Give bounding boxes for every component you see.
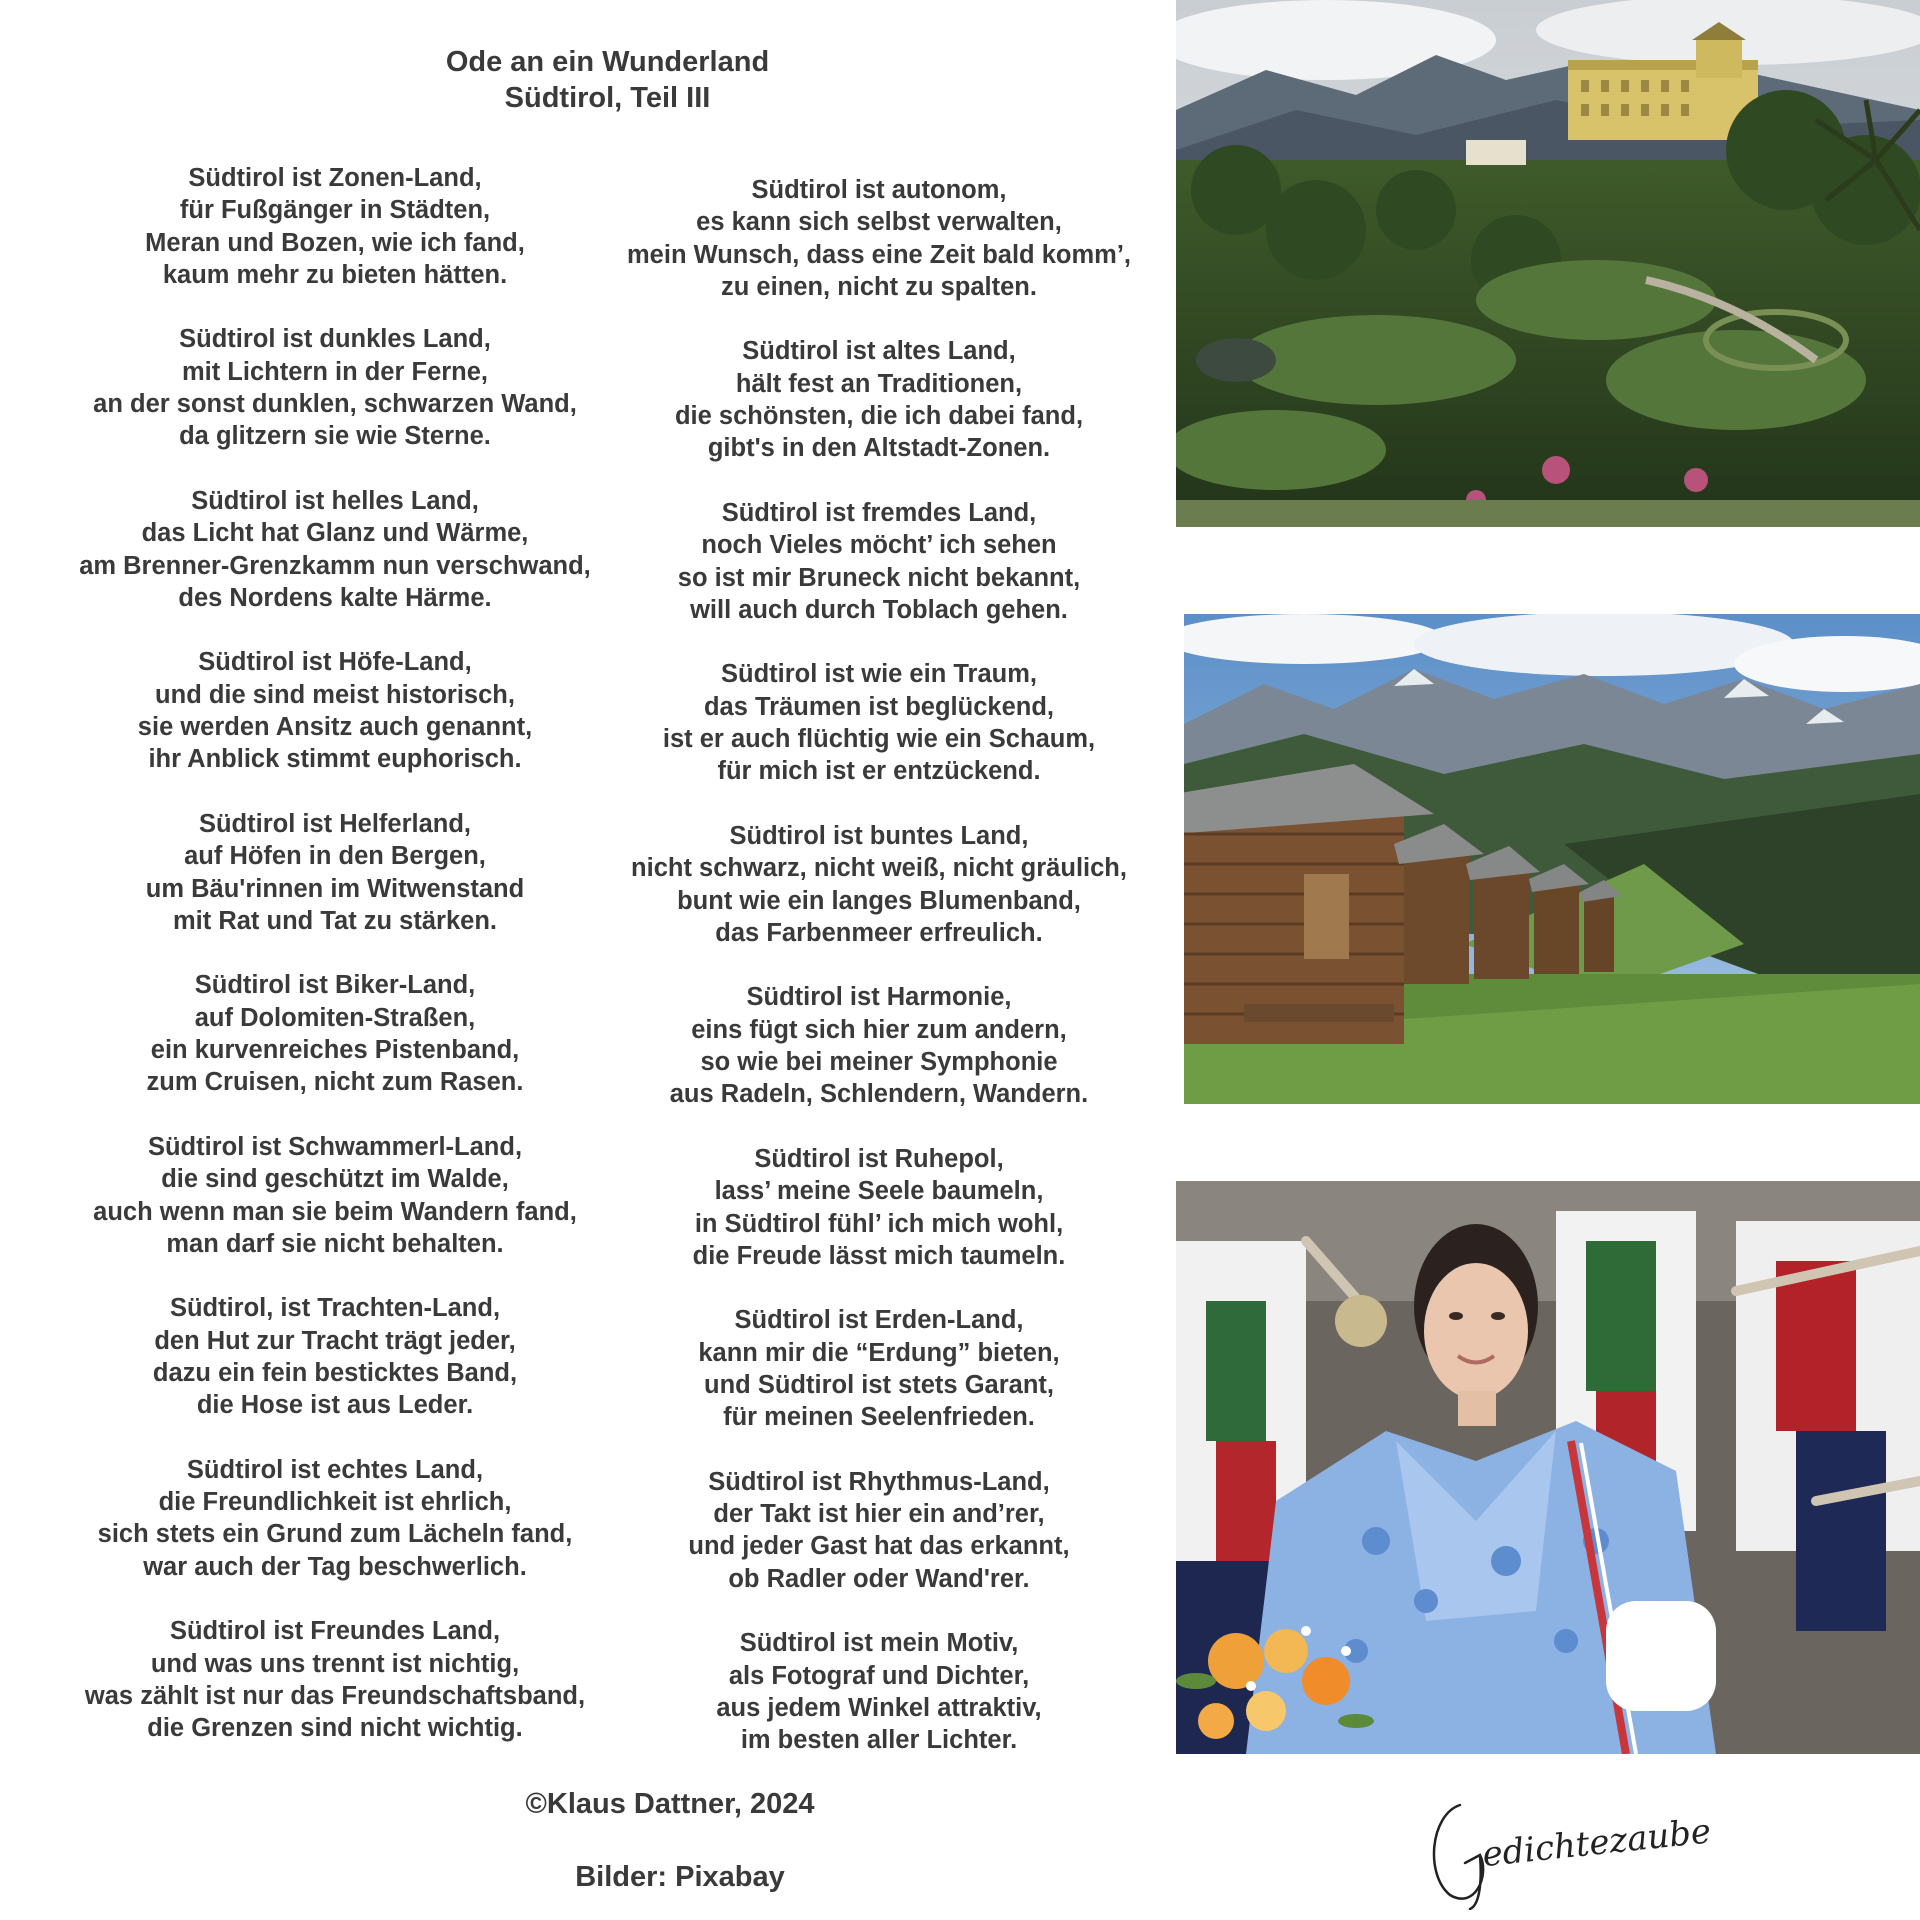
poem-line: Südtirol ist autonom,: [751, 176, 1007, 204]
poem-line: noch Vieles möcht’ ich sehen: [701, 531, 1057, 560]
poem-line: mit Lichtern in der Ferne,: [181, 357, 489, 386]
poem-line: Südtirol ist mein Motiv,: [739, 1629, 1019, 1658]
poem-title: Ode an ein Wunderland: [445, 46, 770, 78]
poem-line: hält fest an Traditionen,: [735, 369, 1023, 398]
poem-stanza: [594, 1627, 1164, 1756]
poem-stanza: [594, 658, 1164, 787]
poem-stanza: [594, 1466, 1164, 1595]
poem-line: sich stets ein Grund zum Lächeln fand,: [97, 1520, 573, 1549]
poem-line: Südtirol ist Schwammerl-Land,: [147, 1132, 523, 1161]
poem-stanza: [594, 335, 1164, 464]
poem-line: und was uns trennt ist nichtig,: [150, 1649, 520, 1678]
poem-line: Südtirol ist fremdes Land,: [721, 498, 1037, 527]
poem-line: und Südtirol ist stets Garant,: [704, 1370, 1054, 1399]
poem-line: Südtirol ist Rhythmus-Land,: [708, 1467, 1050, 1496]
poem-line: mein Wunsch, dass eine Zeit bald komm’,: [627, 240, 1131, 269]
poem-line: des Nordens kalte Härme.: [178, 583, 492, 612]
poem-line: im besten aller Lichter.: [740, 1726, 1018, 1755]
poem-line: zum Cruisen, nicht zum Rasen.: [146, 1068, 524, 1097]
poem-stanza: [594, 981, 1164, 1110]
poem-line: dazu ein fein besticktes Band,: [152, 1358, 518, 1387]
poem-line: aus Radeln, Schlendern, Wandern.: [669, 1080, 1089, 1109]
poem-line: Südtirol, ist Trachten-Land,: [169, 1294, 501, 1323]
poem-line: auf Dolomiten-Straßen,: [194, 1003, 476, 1032]
poem-line: auf Höfen in den Bergen,: [184, 842, 486, 871]
poem-line: da glitzern sie wie Sterne.: [179, 422, 491, 451]
signature-icon: [1420, 1785, 1710, 1910]
poem-line: das Farbenmeer erfreulich.: [715, 918, 1043, 947]
poem-line: die Hose ist aus Leder.: [196, 1391, 474, 1420]
poem-line: in Südtirol fühl’ ich mich wohl,: [694, 1209, 1064, 1238]
poem-line: Südtirol ist buntes Land,: [729, 821, 1029, 850]
poem-line: Südtirol ist Höfe-Land,: [198, 648, 472, 677]
alpine-huts-image: [1184, 614, 1920, 1104]
poem-stanza: [30, 1292, 640, 1421]
poem-line: nicht schwarz, nicht weiß, nicht gräulich,: [631, 854, 1127, 883]
poem-stanza: [594, 1304, 1164, 1433]
poem-stanza: [30, 1615, 640, 1744]
poem-line: mit Rat und Tat zu stärken.: [173, 906, 497, 935]
traditional-costume-woman-photo: [1176, 1181, 1920, 1754]
poem-line: was zählt ist nur das Freundschaftsband,: [84, 1681, 586, 1710]
alpine-huts-photo: [1184, 614, 1920, 1104]
castle-garden-photo: [1176, 0, 1920, 527]
poem-line: Südtirol ist Erden-Land,: [734, 1306, 1024, 1335]
poem-line: will auch durch Toblach gehen.: [690, 595, 1068, 624]
poem-line: Südtirol ist helles Land,: [191, 486, 479, 515]
poem-line: ist er auch flüchtig wie ein Schaum,: [662, 725, 1096, 754]
traditional-costume-woman-image: [1176, 1181, 1920, 1754]
poem-line: auch wenn man sie beim Wandern fand,: [93, 1197, 577, 1226]
poem-stanza: [30, 646, 640, 775]
poem-line: zu einen, nicht zu spalten.: [721, 272, 1037, 301]
poem-line: das Licht hat Glanz und Wärme,: [141, 519, 529, 548]
poem-line: so wie bei meiner Symphonie: [700, 1048, 1058, 1077]
poem-line: war auch der Tag beschwerlich.: [143, 1552, 527, 1581]
poem-line: eins fügt sich hier zum andern,: [691, 1015, 1067, 1044]
svg-text:edichtezauber: edichtezauber: [1480, 1809, 1710, 1876]
poem-stanza: [30, 162, 640, 291]
poem-stanza: [594, 1143, 1164, 1272]
poem-stanza: [594, 820, 1164, 949]
poem-line: Südtirol ist Helferland,: [198, 809, 472, 838]
poem-stanza: [594, 174, 1164, 303]
poem-line: Südtirol ist Ruhepol,: [754, 1144, 1004, 1173]
poem-line: als Fotograf und Dichter,: [728, 1661, 1030, 1690]
poem-line: bunt wie ein langes Blumenband,: [677, 886, 1081, 915]
poem-line: es kann sich selbst verwalten,: [696, 208, 1062, 237]
poem-stanza: [30, 808, 640, 937]
poem-line: lass’ meine Seele baumeln,: [714, 1177, 1044, 1206]
poem-line: Südtirol ist Freundes Land,: [169, 1617, 501, 1646]
poem-line: für Fußgänger in Städten,: [179, 196, 491, 225]
poem-line: Südtirol ist dunkles Land,: [179, 325, 491, 354]
poem-line: kann mir die “Erdung” bieten,: [698, 1338, 1060, 1367]
poem-line: der Takt ist hier ein and’rer,: [713, 1500, 1045, 1529]
poem-line: das Träumen ist beglückend,: [703, 692, 1054, 721]
poem-line: ein kurvenreiches Pistenband,: [150, 1036, 520, 1065]
poem-line: die Grenzen sind nicht wichtig.: [147, 1714, 523, 1743]
poem-line: Südtirol ist Biker-Land,: [194, 971, 476, 1000]
poem-line: und jeder Gast hat das erkannt,: [688, 1532, 1070, 1561]
poem-line: die schönsten, die ich dabei fand,: [674, 402, 1084, 431]
poem-line: die Freundlichkeit ist ehrlich,: [158, 1488, 512, 1517]
poem-line: die sind geschützt im Walde,: [161, 1165, 509, 1194]
poem-line: am Brenner-Grenzkamm nun verschwand,: [79, 551, 591, 580]
poem-line: den Hut zur Tracht trägt jeder,: [154, 1326, 516, 1355]
castle-garden-image: [1176, 0, 1920, 527]
poem-line: Meran und Bozen, wie ich fand,: [145, 228, 525, 257]
image-credits: Bilder: Pixabay: [575, 1861, 785, 1893]
poem-stanza: [30, 1131, 640, 1260]
poem-line: man darf sie nicht behalten.: [166, 1229, 504, 1258]
poem-stanza: [30, 969, 640, 1098]
poem-line: ob Radler oder Wand'rer.: [728, 1564, 1030, 1593]
poem-title-block: [0, 44, 1215, 116]
poem-line: für meinen Seelenfrieden.: [723, 1403, 1035, 1432]
poem-stanza: [594, 497, 1164, 626]
poem-line: Südtirol ist Zonen-Land,: [188, 164, 482, 192]
poem-line: für mich ist er entzückend.: [717, 757, 1041, 786]
poem-line: die Freude lässt mich taumeln.: [692, 1241, 1066, 1270]
poem-line: und die sind meist historisch,: [155, 680, 515, 709]
poem-line: gibt's in den Altstadt-Zonen.: [707, 434, 1051, 463]
poem-line: Südtirol ist Harmonie,: [746, 983, 1012, 1012]
poem-column-left: [30, 162, 640, 1777]
poem-stanza: [30, 485, 640, 614]
poem-line: so ist mir Bruneck nicht bekannt,: [677, 563, 1081, 592]
poem-line: Südtirol ist echtes Land,: [186, 1455, 484, 1484]
poem-line: an der sonst dunklen, schwarzen Wand,: [93, 390, 577, 419]
poem-line: Südtirol ist altes Land,: [742, 337, 1016, 366]
gedichtezauber-signature-logo: [1420, 1785, 1710, 1910]
poem-line: Südtirol ist wie ein Traum,: [721, 660, 1037, 689]
poem-line: kaum mehr zu bieten hätten.: [162, 260, 508, 289]
poem-line: ihr Anblick stimmt euphorisch.: [148, 745, 522, 774]
poem-line: um Bäu'rinnen im Witwenstand: [145, 874, 525, 903]
poem-line: aus jedem Winkel attraktiv,: [716, 1693, 1042, 1722]
copyright-text: ©Klaus Dattner, 2024: [525, 1788, 815, 1820]
poem-line: sie werden Ansitz auch genannt,: [137, 713, 533, 742]
poem-stanza: [30, 1454, 640, 1583]
poem-column-right: [594, 174, 1164, 1789]
poem-stanza: [30, 323, 640, 452]
poem-subtitle: Südtirol, Teil III: [504, 82, 711, 114]
